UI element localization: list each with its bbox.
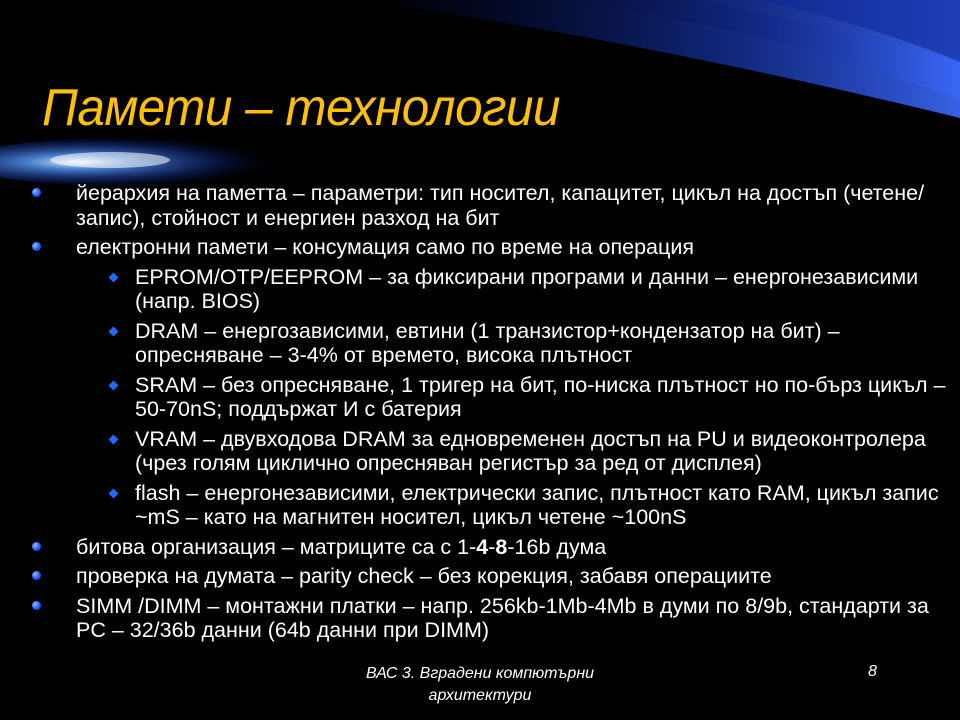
- bullet-dot-icon: [32, 188, 41, 197]
- bullet-dot-icon: [32, 242, 41, 251]
- page-number: 8: [868, 663, 877, 680]
- sub-list-item-text: VRAM – двувходова DRAM за едновременен достъп на PU и видеоконтролера (чрез голям циклично опресняван регистър за ред от дисплея): [135, 426, 926, 475]
- list-item: [28, 594, 948, 643]
- sub-list-item: [28, 319, 948, 368]
- bullet-diamond-icon: [109, 488, 119, 498]
- list-item-text: битова организация – матриците са с 1-4-8-16b дума: [76, 534, 607, 559]
- slide-title: Памети – технологии: [42, 79, 560, 137]
- list-item: [28, 535, 948, 560]
- bullet-dot-icon: [32, 601, 41, 610]
- bullet-diamond-icon: [109, 326, 119, 336]
- sub-list-item: [28, 373, 948, 422]
- bullet-diamond-icon: [109, 380, 119, 390]
- bullet-dot-icon: [32, 542, 41, 551]
- bullet-dot-icon: [32, 571, 41, 580]
- sub-list-item-text: DRAM – енергозависими, евтини (1 транзистор+кондензатор на бит) – опресняване – 3-4% от времето, висока плътност: [135, 318, 840, 367]
- bullet-diamond-icon: [109, 434, 119, 444]
- sub-list-item-text: flash – енергонезависими, електрически запис, плътност като RAM, цикъл запис ~mS – като на магнитен носител, цикъл четене ~100nS: [135, 480, 939, 529]
- list-item-text: SIMM /DIMM – монтажни платки – напр. 256kb-1Mb-4Mb в думи по 8/9b, стандарти за PC – 32/36b данни (64b данни при DIMM): [76, 593, 929, 642]
- bullet-diamond-icon: [109, 272, 119, 282]
- list-item: [28, 564, 948, 589]
- list-item: [28, 181, 948, 230]
- list-item-text: проверка на думата – parity check – без корекция, забавя операциите: [76, 564, 772, 588]
- sub-list-item-text: SRAM – без опресняване, 1 тригер на бит, по-ниска плътност но по-бърз цикъл – 50-70nS; поддържат И с батерия: [135, 372, 946, 421]
- sub-list-item-text: EPROM/OTP/EEPROM – за фиксирани програми и данни – енергонезависими (напр. BIOS): [135, 264, 919, 313]
- sub-list-item: [28, 265, 948, 314]
- sub-list-item: [28, 427, 948, 476]
- list-item-text: електронни памети – консумация само по време на операция: [76, 235, 694, 259]
- bullet-list: [28, 181, 948, 648]
- list-item-text: йерархия на паметта – параметри: тип носител, капацитет, цикъл на достъп (четене/запис), стойност и енергиен разход на бит: [76, 181, 925, 230]
- footer-text: ВАС 3. Вградени компютърни архитектури: [365, 665, 595, 704]
- list-item: [28, 235, 948, 260]
- sub-list-item: [28, 481, 948, 530]
